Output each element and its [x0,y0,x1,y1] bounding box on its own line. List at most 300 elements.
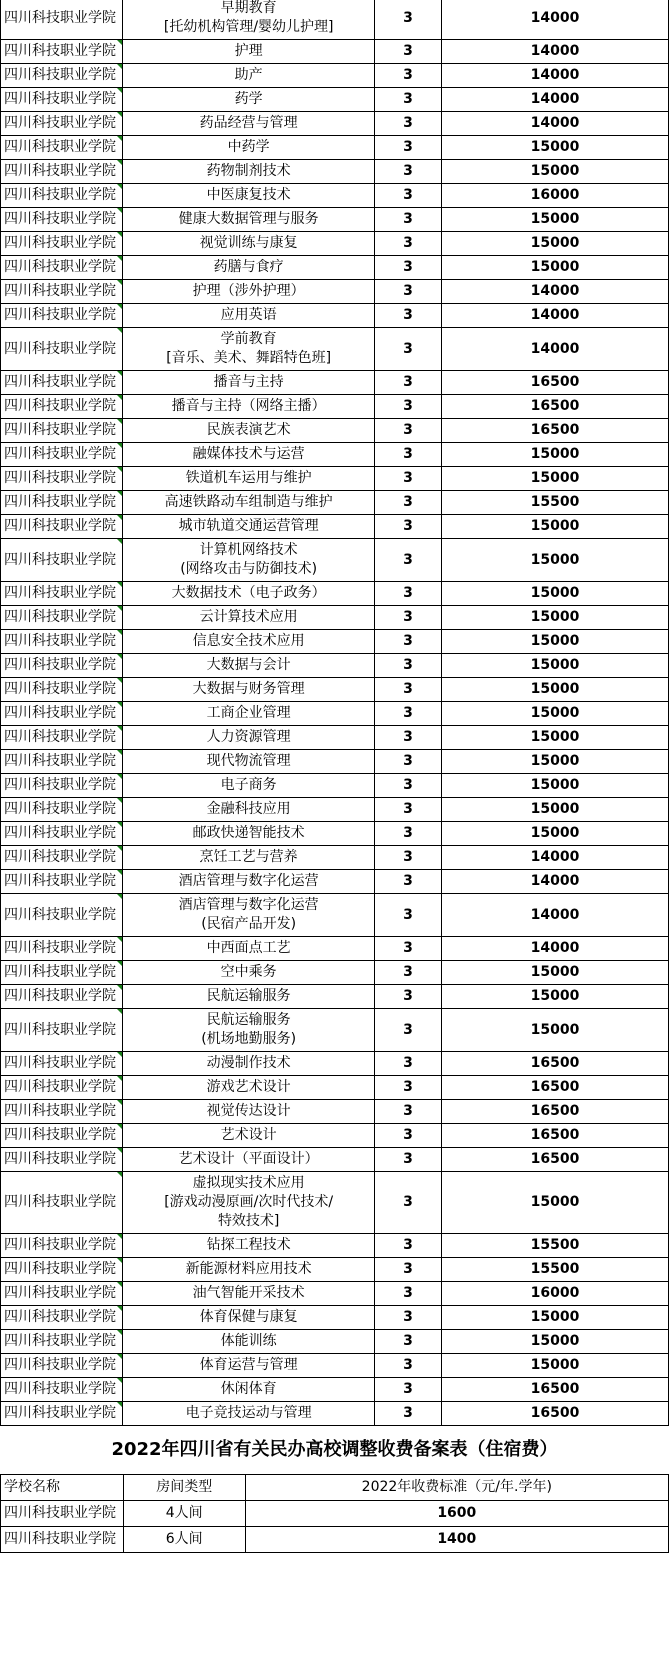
major-name: 电子竞技运动与管理 [185,1405,312,1421]
major-cell [123,937,374,961]
fee-cell: 15000 [441,515,668,539]
cell-marker-icon [117,1306,122,1311]
cell-marker-icon [117,654,122,659]
cell-marker-icon [117,678,122,683]
dorm-row [1,1501,669,1527]
major-name: (机场地勤服务) [201,1031,297,1047]
school-cell [1,1172,123,1234]
school-cell [1,467,123,491]
fee-cell: 14000 [441,40,668,64]
years-cell: 3 [374,467,441,491]
school-name: 四川科技职业学院 [4,139,116,155]
table-row [1,160,669,184]
cell-marker-icon [117,961,122,966]
table-row [1,1282,669,1306]
major-cell [123,750,374,774]
major-name: 工商企业管理 [206,705,291,721]
years-cell: 3 [374,582,441,606]
cell-marker-icon [117,136,122,141]
cell-marker-icon [117,1330,122,1335]
major-cell [123,1306,374,1330]
school-cell [1,491,123,515]
major-name: 护理（涉外护理） [192,283,305,299]
years-cell: 3 [374,1100,441,1124]
fee-cell: 16500 [441,395,668,419]
table-row [1,136,669,160]
major-name: 现代物流管理 [206,753,291,769]
dorm-fee: 1400 [245,1527,668,1553]
table-row [1,467,669,491]
major-cell [123,1234,374,1258]
major-name: 中药学 [227,139,270,155]
school-cell [1,1306,123,1330]
table-row [1,654,669,678]
cell-marker-icon [117,1052,122,1057]
table-row [1,894,669,937]
fee-cell: 15000 [441,443,668,467]
school-cell [1,64,123,88]
major-name: 信息安全技术应用 [192,633,305,649]
school-name: 四川科技职业学院 [4,340,116,357]
school-name: 四川科技职业学院 [4,91,116,107]
major-name: 体能训练 [220,1333,277,1349]
years-cell: 3 [374,846,441,870]
years-cell: 3 [374,88,441,112]
school-name: 四川科技职业学院 [4,187,116,203]
major-cell [123,606,374,630]
cell-marker-icon [117,371,122,376]
major-name: 药学 [234,91,263,107]
cell-marker-icon [117,1402,122,1407]
school-name: 四川科技职业学院 [4,1194,116,1210]
dorm-fee: 1600 [245,1501,668,1527]
table-row [1,1009,669,1052]
table-row [1,112,669,136]
cell-marker-icon [117,894,122,899]
major-cell [123,395,374,419]
major-cell [123,88,374,112]
years-cell: 3 [374,1258,441,1282]
fee-cell: 15000 [441,539,668,582]
table-row [1,1100,669,1124]
cell-marker-icon [117,280,122,285]
major-cell [123,304,374,328]
dorm-fee-table [0,1474,669,1553]
years-cell: 3 [374,985,441,1009]
major-name: 特效技术] [217,1213,280,1229]
major-name: 药物制剂技术 [206,163,291,179]
school-name: 四川科技职业学院 [4,374,116,390]
cell-marker-icon [117,937,122,942]
fee-cell: 16500 [441,1100,668,1124]
major-cell [123,654,374,678]
fee-cell: 16000 [441,184,668,208]
school-name: 四川科技职业学院 [4,1021,116,1038]
table-row [1,798,669,822]
school-cell [1,136,123,160]
cell-marker-icon [117,1100,122,1105]
major-cell [123,630,374,654]
header-school: 学校名称 [1,1475,124,1501]
school-cell [1,88,123,112]
major-name: [音乐、美术、舞蹈特色班] [166,350,332,366]
major-name: 计算机网络技术 [199,542,298,558]
fee-cell: 15500 [441,1258,668,1282]
cell-marker-icon [117,1282,122,1287]
school-name: 四川科技职业学院 [4,940,116,956]
fee-cell: 14000 [441,280,668,304]
major-cell [123,539,374,582]
major-cell [123,1052,374,1076]
school-cell [1,280,123,304]
school-cell [1,774,123,798]
school-name: 四川科技职业学院 [4,283,116,299]
years-cell: 3 [374,160,441,184]
fee-cell: 15000 [441,1330,668,1354]
major-name: 艺术设计（平面设计） [178,1151,319,1167]
fee-cell: 15000 [441,750,668,774]
major-cell [123,112,374,136]
years-cell: 3 [374,491,441,515]
cell-marker-icon [117,539,122,544]
school-name: 四川科技职业学院 [4,494,116,510]
years-cell: 3 [374,702,441,726]
school-name: 四川科技职业学院 [4,307,116,323]
table-row [1,606,669,630]
school-name: 四川科技职业学院 [4,777,116,793]
major-cell [123,726,374,750]
table-row [1,40,669,64]
major-cell [123,256,374,280]
fee-cell: 16500 [441,371,668,395]
school-name: 四川科技职业学院 [4,1151,116,1167]
cell-marker-icon [117,774,122,779]
major-cell [123,774,374,798]
major-cell [123,1330,374,1354]
years-cell: 3 [374,774,441,798]
major-name: 铁道机车运用与维护 [185,470,312,486]
table-row [1,232,669,256]
school-name: 四川科技职业学院 [4,705,116,721]
school-name: 四川科技职业学院 [4,657,116,673]
fee-cell: 15000 [441,654,668,678]
years-cell: 3 [374,515,441,539]
school-cell [1,1402,123,1426]
table-row [1,678,669,702]
fee-cell: 15000 [441,798,668,822]
cell-marker-icon [117,1076,122,1081]
major-name: 酒店管理与数字化运营 [178,897,319,913]
major-cell [123,136,374,160]
school-cell [1,304,123,328]
school-name: 四川科技职业学院 [4,211,116,227]
table-row [1,1124,669,1148]
major-name: 休闲体育 [220,1381,277,1397]
fee-cell: 14000 [441,112,668,136]
school-name: 四川科技职业学院 [4,906,116,923]
cell-marker-icon [117,1258,122,1263]
years-cell: 3 [374,822,441,846]
years-cell: 3 [374,40,441,64]
cell-marker-icon [117,1378,122,1383]
school-name: 四川科技职业学院 [4,1357,116,1373]
major-cell [123,870,374,894]
fee-cell: 15000 [441,582,668,606]
school-name: 四川科技职业学院 [4,1237,116,1253]
fee-cell: 15000 [441,606,668,630]
school-cell [1,894,123,937]
school-name: 四川科技职业学院 [4,9,116,26]
major-name: 油气智能开采技术 [192,1285,305,1301]
major-name: 电子商务 [220,777,277,793]
years-cell: 3 [374,937,441,961]
cell-marker-icon [117,630,122,635]
table-row [1,1172,669,1234]
major-cell [123,961,374,985]
table-row [1,491,669,515]
fee-cell: 15000 [441,1172,668,1234]
cell-marker-icon [117,846,122,851]
major-cell [123,702,374,726]
years-cell: 3 [374,1378,441,1402]
school-name: 四川科技职业学院 [4,753,116,769]
years-cell: 3 [374,726,441,750]
major-name: 视觉传达设计 [206,1103,291,1119]
fee-cell: 14000 [441,64,668,88]
major-name: 学前教育 [220,331,277,347]
major-name: 健康大数据管理与服务 [178,211,319,227]
major-cell [123,184,374,208]
major-cell [123,822,374,846]
cell-marker-icon [117,64,122,69]
cell-marker-icon [117,726,122,731]
years-cell: 3 [374,184,441,208]
years-cell: 3 [374,630,441,654]
cell-marker-icon [117,1354,122,1359]
table-row [1,1148,669,1172]
major-name: 大数据与财务管理 [192,681,305,697]
years-cell: 3 [374,539,441,582]
fee-cell: 15000 [441,678,668,702]
cell-marker-icon [117,985,122,990]
school-cell [1,184,123,208]
years-cell: 3 [374,750,441,774]
years-cell: 3 [374,894,441,937]
cell-marker-icon [117,304,122,309]
major-name: 金融科技应用 [206,801,291,817]
major-name: 药品经营与管理 [199,115,298,131]
major-name: [游戏动漫原画/次时代技术/ [164,1194,334,1210]
major-name: 中西面点工艺 [206,940,291,956]
fee-cell: 15000 [441,1009,668,1052]
major-cell [123,1009,374,1052]
cell-marker-icon [117,1172,122,1177]
school-cell [1,961,123,985]
years-cell: 3 [374,1306,441,1330]
cell-marker-icon [117,88,122,93]
major-name: 烹饪工艺与营养 [199,849,298,865]
years-cell: 3 [374,1009,441,1052]
major-cell [123,491,374,515]
years-cell: 3 [374,64,441,88]
school-cell [1,1378,123,1402]
major-name: 大数据与会计 [206,657,291,673]
school-name: 四川科技职业学院 [4,1333,116,1349]
school-name: 四川科技职业学院 [4,1405,116,1421]
school-name: 四川科技职业学院 [4,964,116,980]
school-name: 四川科技职业学院 [4,43,116,59]
major-name: [托幼机构管理/婴幼儿护理] [163,19,334,35]
table-row [1,750,669,774]
major-name: 邮政快递智能技术 [192,825,305,841]
table-row [1,419,669,443]
header-fee-standard: 2022年收费标准（元/年.学年) [245,1475,668,1501]
school-name: 四川科技职业学院 [4,67,116,83]
major-name: 视觉训练与康复 [199,235,298,251]
major-cell [123,371,374,395]
major-cell [123,1124,374,1148]
major-name: (网络攻击与防御技术) [180,561,318,577]
cell-marker-icon [117,1234,122,1239]
school-cell [1,798,123,822]
school-name: 四川科技职业学院 [4,633,116,649]
school-cell [1,40,123,64]
fee-cell: 15000 [441,702,668,726]
major-cell [123,1148,374,1172]
major-cell [123,160,374,184]
years-cell: 3 [374,395,441,419]
cell-marker-icon [117,419,122,424]
cell-marker-icon [117,256,122,261]
school-name: 四川科技职业学院 [4,446,116,462]
table-row [1,1234,669,1258]
school-name: 四川科技职业学院 [4,163,116,179]
major-cell [123,64,374,88]
major-cell [123,798,374,822]
school-name: 四川科技职业学院 [4,873,116,889]
major-cell [123,467,374,491]
fee-cell: 16500 [441,1402,668,1426]
table-row [1,184,669,208]
school-cell [1,1124,123,1148]
fee-cell: 15000 [441,1306,668,1330]
school-cell [1,1052,123,1076]
major-name: 播音与主持 [213,374,284,390]
fee-cell: 14000 [441,304,668,328]
school-name: 四川科技职业学院 [4,988,116,1004]
major-name: 助产 [234,67,263,83]
cell-marker-icon [117,750,122,755]
fee-cell: 15500 [441,491,668,515]
major-cell [123,1282,374,1306]
major-name: 体育保健与康复 [199,1309,298,1325]
school-cell [1,985,123,1009]
school-cell [1,160,123,184]
years-cell: 3 [374,419,441,443]
table-row [1,1330,669,1354]
years-cell: 3 [374,112,441,136]
major-cell [123,894,374,937]
major-name: 民航运输服务 [206,988,291,1004]
cell-marker-icon [117,870,122,875]
school-name: 四川科技职业学院 [4,1079,116,1095]
table-row [1,1306,669,1330]
fee-cell: 15000 [441,774,668,798]
table-row [1,208,669,232]
fee-cell: 15000 [441,1354,668,1378]
cell-marker-icon [117,798,122,803]
table-row [1,702,669,726]
school-cell [1,702,123,726]
major-name: 城市轨道交通运营管理 [178,518,319,534]
years-cell: 3 [374,443,441,467]
major-name: 云计算技术应用 [199,609,298,625]
cell-marker-icon [117,1009,122,1014]
table-row [1,515,669,539]
table-row [1,1354,669,1378]
years-cell: 3 [374,1402,441,1426]
cell-marker-icon [117,232,122,237]
years-cell: 3 [374,328,441,371]
major-cell [123,846,374,870]
cell-marker-icon [117,112,122,117]
major-name: 融媒体技术与运营 [192,446,305,462]
cell-marker-icon [117,822,122,827]
major-name: 早期教育 [220,0,277,16]
fee-cell: 15000 [441,467,668,491]
table-row [1,985,669,1009]
dorm-school: 四川科技职业学院 [1,1501,124,1527]
fee-cell: 14000 [441,0,668,40]
major-cell [123,443,374,467]
table-row [1,961,669,985]
school-name: 四川科技职业学院 [4,729,116,745]
major-cell [123,328,374,371]
fee-cell: 15000 [441,961,668,985]
school-cell [1,678,123,702]
major-cell [123,232,374,256]
fee-cell: 15000 [441,726,668,750]
school-cell [1,630,123,654]
school-name: 四川科技职业学院 [4,1103,116,1119]
major-name: 艺术设计 [220,1127,277,1143]
dorm-room: 4人间 [123,1501,245,1527]
cell-marker-icon [117,582,122,587]
major-name: 播音与主持（网络主播） [171,398,326,414]
major-cell [123,582,374,606]
years-cell: 3 [374,1282,441,1306]
table-row [1,328,669,371]
table-row [1,1076,669,1100]
years-cell: 3 [374,1124,441,1148]
table-row [1,0,669,40]
school-cell [1,208,123,232]
major-cell [123,515,374,539]
fee-cell: 14000 [441,870,668,894]
table-row [1,88,669,112]
years-cell: 3 [374,654,441,678]
school-cell [1,256,123,280]
major-name: 动漫制作技术 [206,1055,291,1071]
school-cell [1,539,123,582]
table-row [1,774,669,798]
school-name: 四川科技职业学院 [4,1309,116,1325]
school-cell [1,232,123,256]
fee-cell: 14000 [441,894,668,937]
major-cell [123,1172,374,1234]
years-cell: 3 [374,136,441,160]
major-name: (民宿产品开发) [201,916,297,932]
